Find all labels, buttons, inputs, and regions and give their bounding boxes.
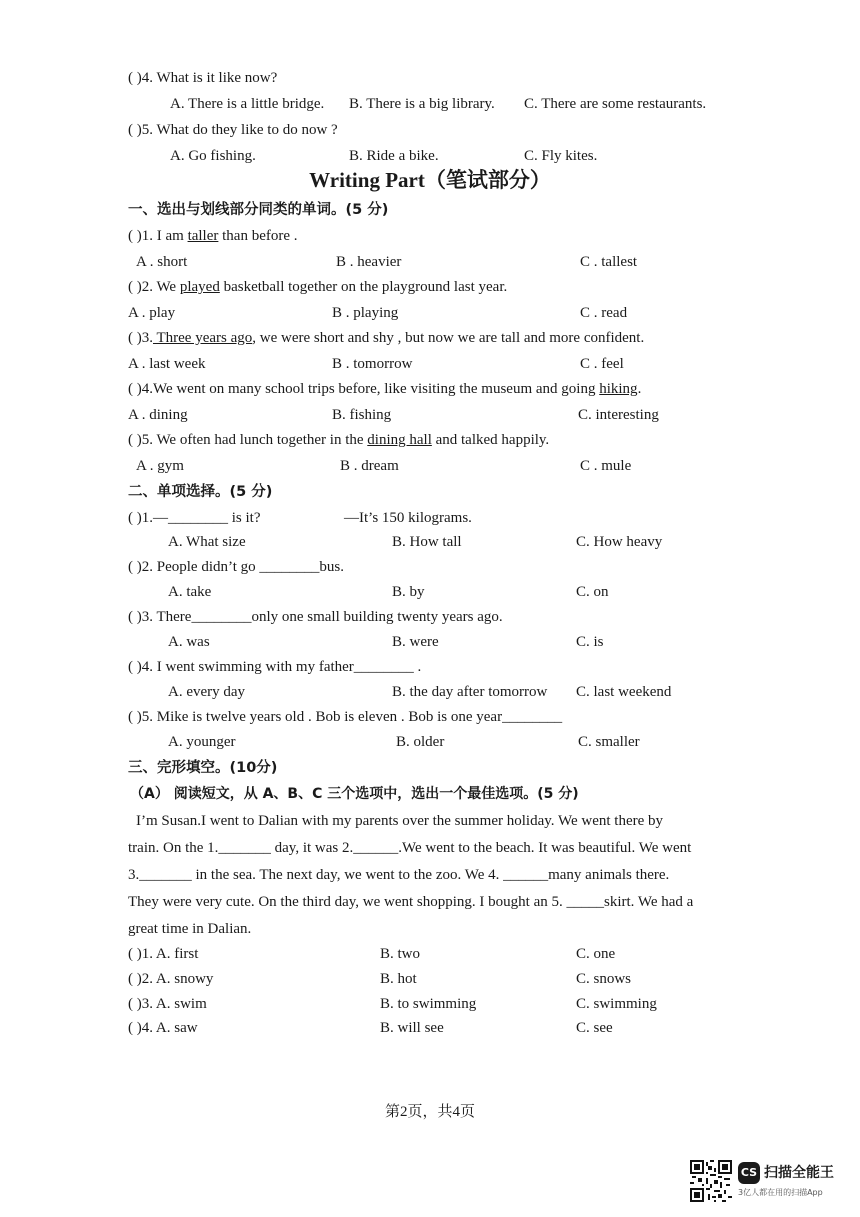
s1-question-3: ( )3. Three years ago, we were short and shy , but now we are tall and more confident. [128,330,645,346]
cloze-question-2: ( )2. A. snowy [128,971,214,987]
s2-q1-option-b: B. How tall [392,534,462,550]
listening-q5: ( )5. What do they like to do now ? [128,122,338,138]
s2-q5-option-a: A. younger [168,734,236,750]
listening-q5-option-a: A. Go fishing. [170,148,256,164]
s2-question-5: ( )5. Mike is twelve years old . Bob is eleven . Bob is one year________ [128,709,563,725]
cloze-question-3: ( )3. A. swim [128,996,207,1012]
s2-question-1: ( )1.—________ is it? [128,510,261,526]
passage-line-1: I’m Susan.I went to Dalian with my parents over the summer holiday. We went there by [136,813,663,829]
s1-q2-option-b: B . playing [332,305,399,321]
s1-q5-option-b: B . dream [340,458,399,474]
s2-q4-option-a: A. every day [168,684,246,700]
s1-q5-option-c: C . mule [580,458,632,474]
s2-q2-option-c: C. on [576,584,609,600]
cloze-q4-option-b: B. will see [380,1020,444,1036]
passage-line-3: 3._______ in the sea. The next day, we went to the zoo. We 4. ______many animals there. [128,867,670,883]
cloze-q2-option-b: B. hot [380,971,417,987]
listening-q4-option-b: B. There is a big library. [349,96,495,112]
listening-q5-option-b: B. Ride a bike. [349,148,439,164]
cloze-question-1: ( )1. A. first [128,946,199,962]
s2-question-1-answer: —It’s 150 kilograms. [344,510,472,526]
underlined-word: Three years ago [153,330,253,346]
s2-q4-option-c: C. last weekend [576,684,672,700]
s1-question-1: ( )1. I am taller than before . [128,228,298,244]
s1-q4-option-c: C. interesting [578,407,659,423]
cloze-q3-option-b: B. to swimming [380,996,477,1012]
passage-line-4: They were very cute. On the third day, we went shopping. I bought an 5. _____skirt. We had a [128,894,694,910]
cloze-q1-option-c: C. one [576,946,616,962]
cloze-q4-option-c: C. see [576,1020,613,1036]
cloze-question-4: ( )4. A. saw [128,1020,198,1036]
s1-q2-option-a: A . play [128,305,176,321]
listening-q4: ( )4. What is it like now? [128,70,278,86]
s1-q3-option-c: C . feel [580,356,624,372]
s1-q1-option-a: A . short [136,254,188,270]
section-3-heading: 三、完形填空。(10分) [128,760,278,776]
cloze-q2-option-c: C. snows [576,971,632,987]
s2-q3-option-a: A. was [168,634,210,650]
passage-line-5: great time in Dalian. [128,921,252,937]
s1-q4-option-a: A . dining [128,407,188,423]
s1-q2-option-c: C . read [580,305,628,321]
underlined-word: hiking [599,381,638,397]
listening-q5-option-c: C. Fly kites. [524,148,598,164]
section-3-subheading: （A） 阅读短文，从 A、B、C 三个选项中，选出一个最佳选项。(5 分) [130,786,579,802]
s2-question-2: ( )2. People didn’t go ________bus. [128,559,344,575]
s1-q1-option-b: B . heavier [336,254,402,270]
s2-q3-option-c: C. is [576,634,604,650]
s2-q5-option-c: C. smaller [578,734,640,750]
s1-q4-option-b: B. fishing [332,407,392,423]
s1-q5-option-a: A . gym [136,458,184,474]
listening-q4-option-a: A. There is a little bridge. [170,96,325,112]
scanner-logo-icon: CS [738,1162,760,1184]
s2-q1-option-c: C. How heavy [576,534,663,550]
s2-q3-option-b: B. were [392,634,439,650]
s2-q4-option-b: B. the day after tomorrow [392,684,548,700]
page-number: 第2页，共4页 [384,1104,475,1120]
s1-question-5: ( )5. We often had lunch together in the dining hall and talked happily. [128,432,550,448]
s2-q2-option-a: A. take [168,584,212,600]
underlined-word: dining hall [367,432,432,448]
passage-line-2: train. On the 1._______ day, it was 2.______.We went to the beach. It was beautiful. We went [128,840,692,856]
qr-code-icon [690,1160,732,1202]
scanner-tagline: 3亿人都在用的扫描App [738,1188,823,1197]
s1-question-2: ( )2. We played basketball together on the playground last year. [128,279,508,295]
scanner-app-name: 扫描全能王 [764,1165,834,1181]
s2-q5-option-b: B. older [396,734,445,750]
s2-question-3: ( )3. There________only one small building twenty years ago. [128,609,503,625]
section-2-heading: 二、单项选择。(5 分) [128,484,273,500]
s2-q2-option-b: B. by [392,584,425,600]
listening-q4-option-c: C. There are some restaurants. [524,96,707,112]
s1-question-4: ( )4.We went on many school trips before, like visiting the museum and going hiking. [128,381,642,397]
s2-q1-option-a: A. What size [168,534,246,550]
s2-question-4: ( )4. I went swimming with my father________ . [128,659,422,675]
s1-q1-option-c: C . tallest [580,254,638,270]
cloze-q3-option-c: C. swimming [576,996,657,1012]
s1-q3-option-a: A . last week [128,356,206,372]
section-1-heading: 一、选出与划线部分同类的单词。(5 分) [128,202,389,218]
section-title: Writing Part（笔试部分） [309,168,551,192]
underlined-word: taller [187,228,219,244]
cloze-q1-option-b: B. two [380,946,421,962]
underlined-word: played [179,279,220,295]
s1-q3-option-b: B . tomorrow [332,356,413,372]
